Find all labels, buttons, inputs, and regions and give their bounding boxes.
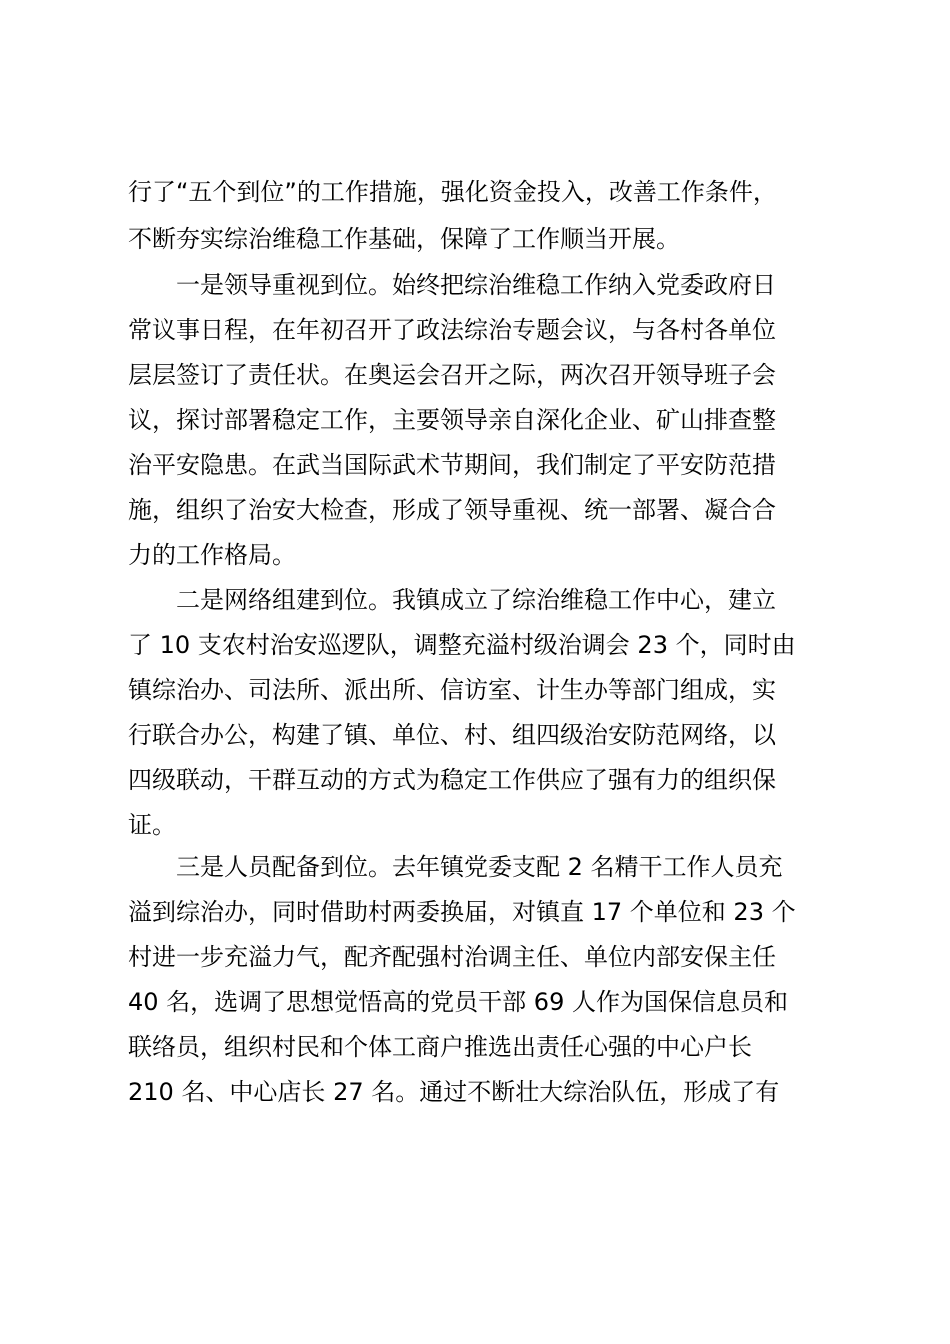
line-text: 证。	[128, 811, 176, 839]
line-text: 行联合办公，构建了镇、单位、村、组四级治安防范网络，以	[128, 721, 776, 749]
line-text: 村进一步充溢力气，配齐配强村治调主任、单位内部安保主任	[128, 943, 776, 971]
line-text: 力的工作格局。	[128, 541, 296, 569]
line-text: 镇综治办、司法所、派出所、信访室、计生办等部门组成，实	[128, 676, 776, 704]
line-text: 溢到综治办，同时借助村两委换届，对镇直 17 个单位和 23 个	[128, 898, 796, 926]
line-text: 治平安隐患。在武当国际武术节期间，我们制定了平安防范措	[128, 451, 776, 479]
line-text: 议，探讨部署稳定工作，主要领导亲自深化企业、矿山排查整	[128, 406, 776, 434]
line-text: 四级联动，干群互动的方式为稳定工作供应了强有力的组织保	[128, 766, 776, 794]
line-text: 行了“五个到位”的工作措施，强化资金投入，改善工作条件，	[128, 178, 777, 206]
line-text: 层层签订了责任状。在奥运会召开之际，两次召开领导班子会	[128, 361, 776, 389]
line-text: 常议事日程，在年初召开了政法综治专题会议，与各村各单位	[128, 316, 776, 344]
line-text: 不断夯实综治维稳工作基础，保障了工作顺当开展。	[128, 225, 680, 253]
line-text: 210 名、中心店长 27 名。通过不断壮大综治队伍，形成了有	[128, 1078, 780, 1106]
line-text: 40 名，选调了思想觉悟高的党员干部 69 人作为国保信息员和	[128, 988, 788, 1016]
line-text: 一是领导重视到位。始终把综治维稳工作纳入党委政府日	[176, 271, 776, 299]
line-text: 联络员，组织村民和个体工商户推选出责任心强的中心户长	[128, 1033, 752, 1061]
line-text: 了 10 支农村治安巡逻队，调整充溢村级治调会 23 个，同时由	[128, 631, 796, 659]
line-text: 三是人员配备到位。去年镇党委支配 2 名精干工作人员充	[176, 853, 783, 881]
line-text: 二是网络组建到位。我镇成立了综治维稳工作中心，建立	[176, 586, 776, 614]
line-text: 施，组织了治安大检查，形成了领导重视、统一部署、凝合合	[128, 496, 776, 524]
